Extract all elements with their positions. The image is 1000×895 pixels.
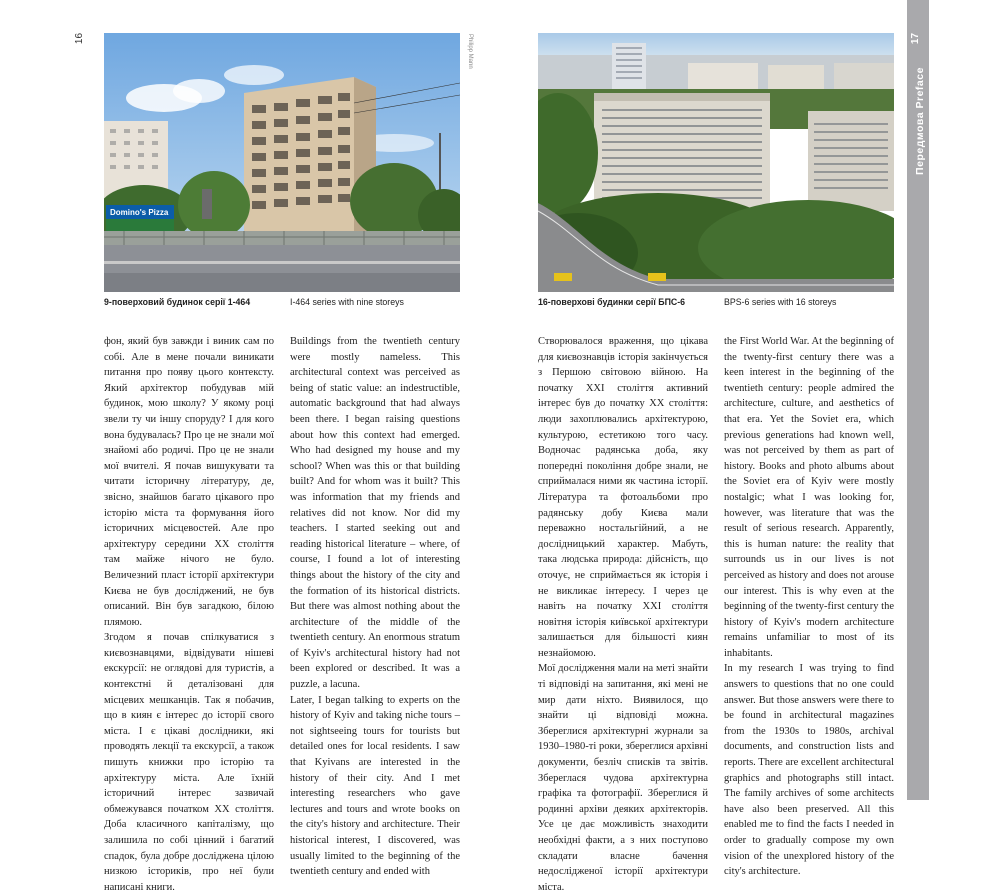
caption-right-en: BPS-6 series with 16 storeys (724, 297, 837, 307)
photo-nine-storey-building (104, 33, 460, 292)
text-column-2-en (290, 334, 460, 880)
photo-credit: Philipp Mann (467, 34, 473, 69)
caption-left-en: I-464 series with nine storeys (290, 297, 404, 307)
page-number-right: 17 (910, 32, 922, 45)
caption-left-ua: 9-поверховий будинок серії 1-464 (104, 297, 251, 307)
text-column-3-ua (538, 334, 708, 895)
page-number-left: 16 (74, 32, 86, 45)
paragraph: Створювалося враження, що цікава для києвознавців історія закінчується з Першою світовою війною. На початку XXI століття активний інтерес був до початку XX століття: люди захоплювались архітектурою, культурою, естетикою того часу. Водночас радянська доба, яку попередні покоління добре знали, не сприймалася ними як частина історії. Література та фотоальбоми про радянську добу Києва мали переважно ностальгійний, а не дослідницький характер. Мабуть, така людська природа: дійсність, що оточує, не сприймається як історія і не викликає інтересу. І через це навіть на початку XXI століття новітня історія київської архітектури залишається для більшості киян незнайомою. (538, 336, 708, 659)
text-column-4-en (724, 334, 894, 880)
dominos-sign-text: Domino's Pizza (110, 208, 169, 217)
paragraph: фон, який був завжди і виник сам по собі. Але в мене почали виникати питання про появу цього контексту. Який архітектор побудував мій будинок, мою школу? У якому році звели ту чи іншу споруду? І для кого вона будувалась? Про це не знали мої знайомі або родичі. Про це не знали мої вчителі. Я почав вишукувати та читати історичну літературу, де, звісно, знайшов багато цікавого про історію міста та формування його історичних місцевостей. Але про архітектуру середини XX століття там майже нічого не було. Величезний пласт історії архітектури Києва не був досліджений, не був описаний. Він був загадкою, білою плямою. (104, 336, 274, 628)
paragraph: Згодом я почав спілкуватися з києвознавцями, відвідувати нішеві екскурсії: не оглядові для туристів, а контекстні й деталізовані для місцевих мешканців. Так я побачив, що в киян є інтерес до історії свого міста. І є цікаві дослідники, які проводять лекції та екскурсії, а також пишуть книжки про історію та архітектуру міста. Але їхній історичний інтерес зазвичай обмежувався початком XX століття. Доба класичного капіталізму, що залишила по собі цінний і багатий спадок, була добре досліджена цілою низкою істориків, про неї були написані книги. (104, 632, 274, 893)
paragraph: Buildings from the twentieth century were mostly nameless. This architectural context was perceived as being of static value: an indestructible, automatic background that had always been there. I began raising questions about how this context had emerged. Who had designed my house and my school? When was this or that building built? And for whom was it built? This was information that my friends and relatives did not know. Nor did my teachers. I started seeking out and reading historical literature – where, of course, I found a lot of interesting things about the history of the city and the formation of its historical districts. But there was almost nothing about the architecture of the middle of the twentieth century. An enormous stratum of Kyiv's architectural history had not been explored or described. It was a puzzle, a lacuna. (290, 336, 460, 691)
photo-sixteen-storey-buildings (538, 33, 894, 292)
text-column-1-ua (104, 334, 274, 895)
paragraph: Мої дослідження мали на меті знайти ті відповіді на запитання, які мені не мир дати ніхто. Виявилося, що знайти ці відповіді можна. Збереглися архітектурні журнали за 1930–1980-ті роки, збереглися архівні документи, безліч списків та звітів. Збереглася чудова архітектурна графіка та фотографії. Збереглися й родинні архіви деяких архітекторів. Усе це дає можливість знаходити необхідні факти, а з них поступово складати власне бачення недослідженої історії архітектури міста. (538, 663, 708, 893)
paragraph: the First World War. At the beginning of the twenty-first century there was a keen interest in the beginning of the twentieth century: people admired the architecture, culture, and aesthetics of that era. Yet the Soviet era, which previous generations had known well, was not perceived by them as part of history. Books and photo albums about the Soviet era of Kyiv were mostly nostalgic; what I was looking for, however, was literature that was the result of serious research. Apparently, this is human nature: the reality that surrounds us in our lives is not perceived as history and does not arouse our interest. This is why even at the beginning of the twenty-first century the history of Kyiv's modern architecture remains unfamiliar to most of its inhabitants. (724, 336, 894, 659)
paragraph: In my research I was trying to find answers to questions that no one could answer. But those answers were there to be found in architectural magazines from the 1930s to 1980s, archival documents, and construction lists and reports. There are excellent architectural graphics and photographs still intact. The family archives of some architects have also been preserved. All this enabled me to find the facts I needed in order to gradually compose my own vision of the unexplored history of the city's architecture. (724, 663, 894, 878)
paragraph: Later, I began talking to experts on the history of Kyiv and taking niche tours – not sightseeing tours for tourists but detailed ones for local residents. I saw that Kyivans are interested in the history of their city. And I met interesting researchers who gave lectures and tours and wrote books on the city's history and architecture. Their historical interest, I discovered, was usually limited to the beginning of the twentieth century and ended with (290, 694, 460, 878)
section-label: Передмова Preface (914, 67, 926, 175)
caption-right-ua: 16-поверхові будинки серії БПС-6 (538, 297, 686, 307)
